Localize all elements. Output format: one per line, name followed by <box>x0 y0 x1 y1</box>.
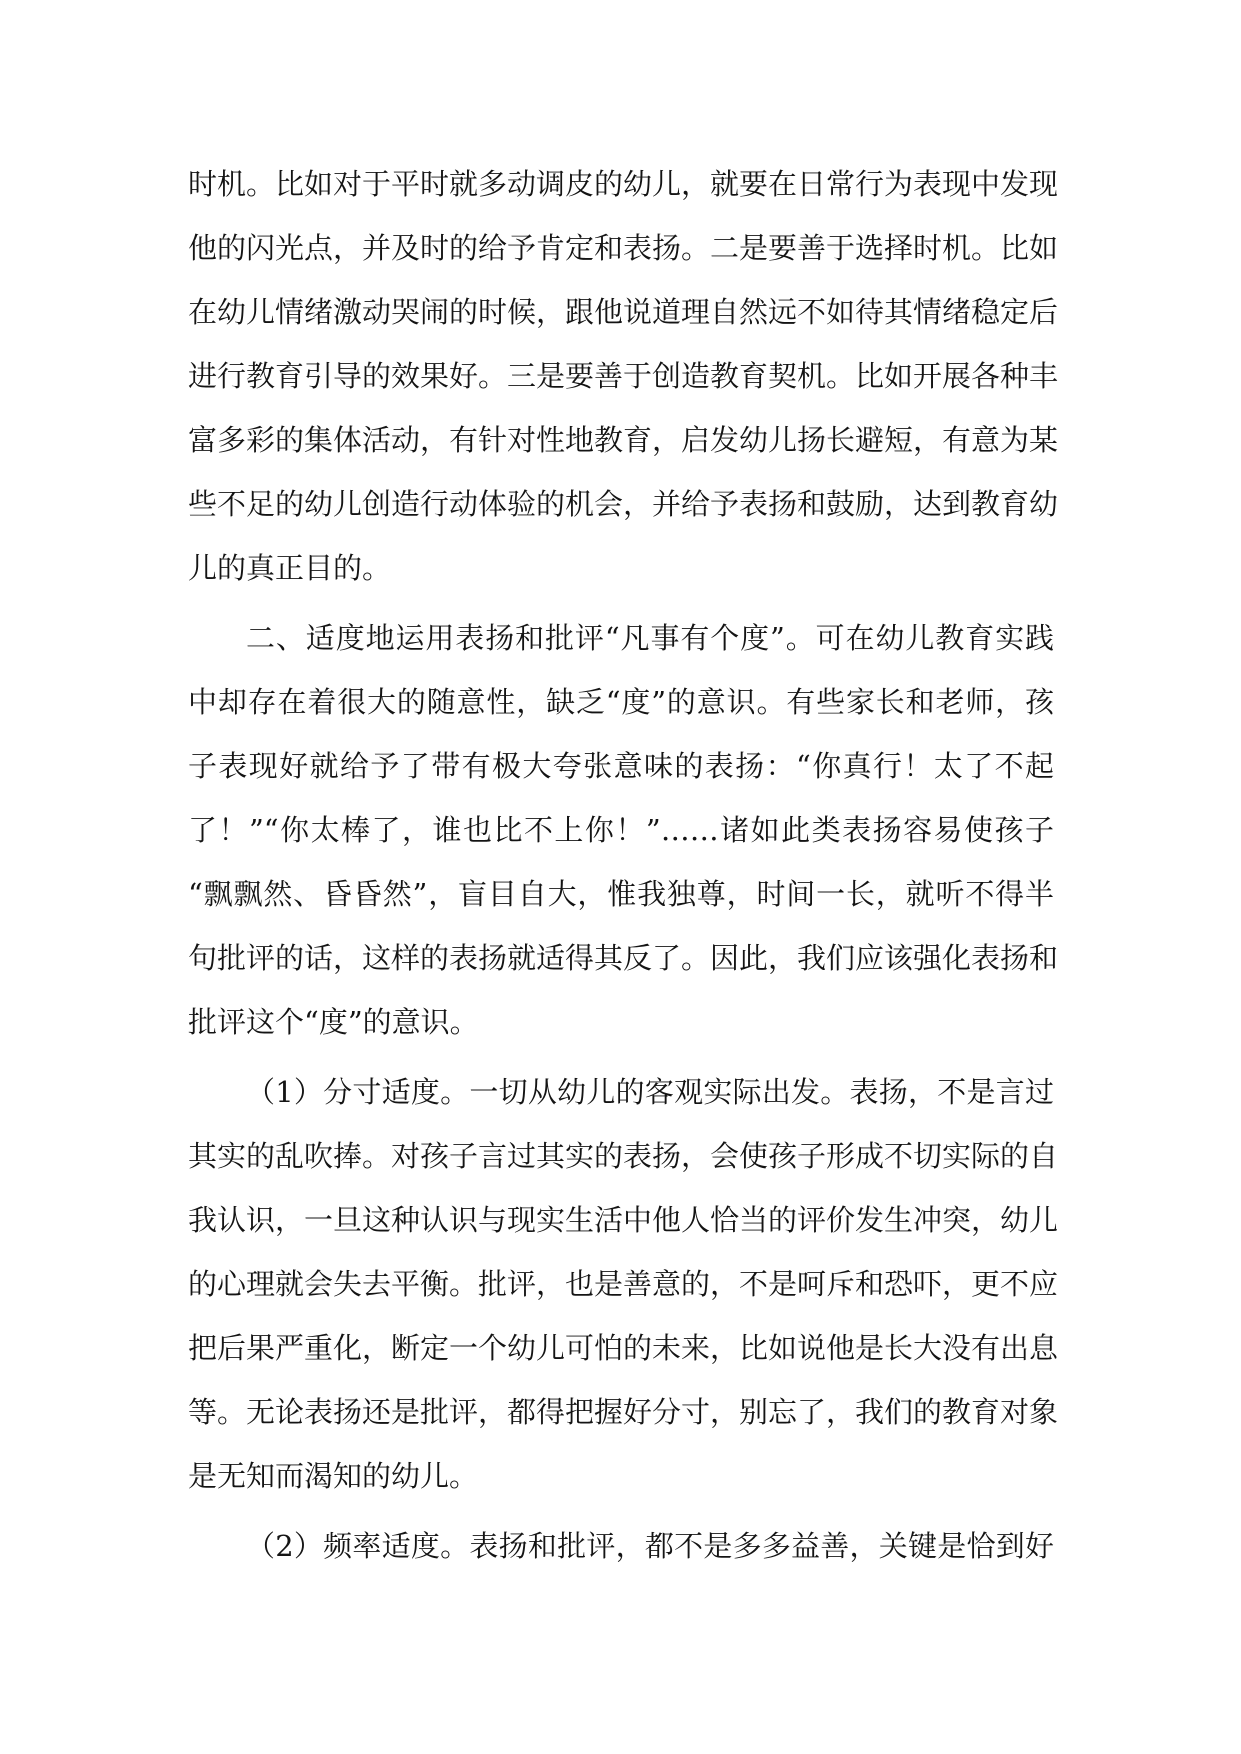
text-line: 其实的乱吹捧。对孩子言过其实的表扬，会使孩子形成不切实际的自 <box>188 1139 1059 1173</box>
text-line: 进行教育引导的效果好。三是要善于创造教育契机。比如开展各种丰 <box>188 359 1059 393</box>
text-line: “飘飘然、昏昏然”，盲目自大，惟我独尊，时间一长，就听不得半 <box>188 877 1054 911</box>
text-line: 的心理就会失去平衡。批评，也是善意的，不是呵斥和恐吓，更不应 <box>188 1267 1059 1301</box>
text-line: 我认识，一旦这种认识与现实生活中他人恰当的评价发生冲突，幼儿 <box>188 1203 1059 1237</box>
text-line: 中却存在着很大的随意性，缺乏“度”的意识。有些家长和老师，孩 <box>188 685 1054 719</box>
text-line: 儿的真正目的。 <box>188 551 392 585</box>
paragraph-section-two <box>188 606 1059 1054</box>
text-line: 些不足的幼儿创造行动体验的机会，并给予表扬和鼓励，达到教育幼 <box>188 487 1059 521</box>
text-line: 富多彩的集体活动，有针对性地教育，启发幼儿扬长避短，有意为某 <box>188 423 1059 457</box>
text-line: 把后果严重化，断定一个幼儿可怕的未来，比如说他是长大没有出息 <box>188 1331 1059 1365</box>
document-page <box>188 152 1059 1578</box>
text-line: 是无知而渴知的幼儿。 <box>188 1459 479 1493</box>
text-line: 二、适度地运用表扬和批评“凡事有个度”。可在幼儿教育实践 <box>246 621 1054 655</box>
text-line: 了！”“你太棒了，谁也比不上你！”……诸如此类表扬容易使孩子 <box>188 813 1054 847</box>
text-line: 时机。比如对于平时就多动调皮的幼儿，就要在日常行为表现中发现 <box>188 167 1059 201</box>
text-line: 句批评的话，这样的表扬就适得其反了。因此，我们应该强化表扬和 <box>188 941 1059 975</box>
paragraph-item-one <box>188 1060 1059 1508</box>
text-line: （1）分寸适度。一切从幼儿的客观实际出发。表扬，不是言过 <box>246 1075 1054 1109</box>
text-line: 等。无论表扬还是批评，都得把握好分寸，别忘了，我们的教育对象 <box>188 1395 1059 1429</box>
text-line: 批评这个“度”的意识。 <box>188 1005 479 1039</box>
paragraph-item-two <box>188 1514 1054 1578</box>
text-line: （2）频率适度。表扬和批评，都不是多多益善，关键是恰到好 <box>246 1529 1054 1563</box>
paragraph-timing <box>188 152 1059 600</box>
text-line: 子表现好就给予了带有极大夸张意味的表扬：“你真行！太了不起 <box>188 749 1054 783</box>
text-line: 在幼儿情绪激动哭闹的时候，跟他说道理自然远不如待其情绪稳定后 <box>188 295 1059 329</box>
text-line: 他的闪光点，并及时的给予肯定和表扬。二是要善于选择时机。比如 <box>188 231 1059 265</box>
